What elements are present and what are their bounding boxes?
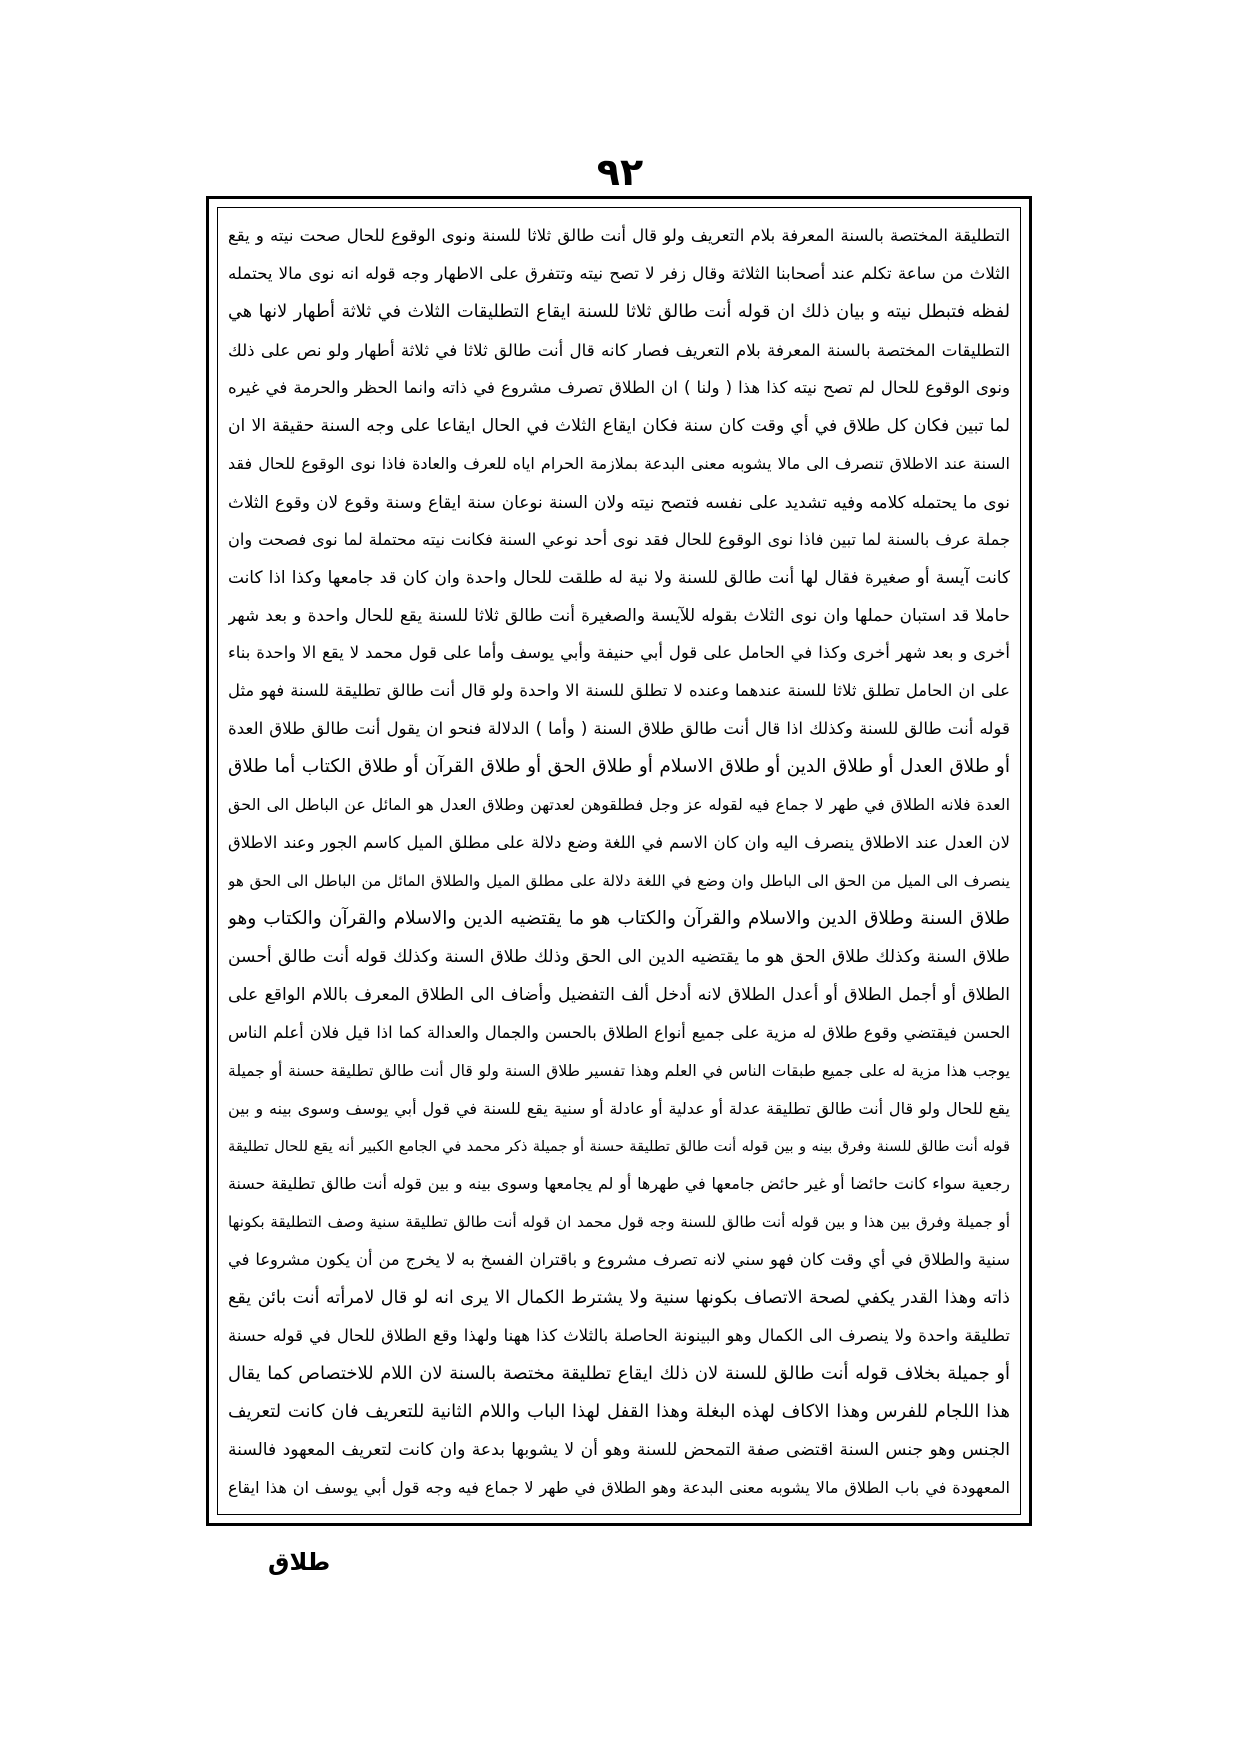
text-line: جملة عرف بالسنة لما تبين فاذا نوى الوقوع للحال فقد نوى أحد نوعي السنة فكانت نيته محتملة لما نوى فصحت وان bbox=[228, 529, 1010, 549]
text-line: أخرى و بعد شهر أخرى وكذا في الحامل على قول أبي حنيفة وأبي يوسف وأما على قول محمد لا يقع الا واحدة بناء bbox=[228, 643, 1010, 663]
text-line: يوجب هذا مزية له على جميع طبقات الناس في العلم وهذا تفسير طلاق السنة ولو قال أنت طالق تطليقة حسنة أو جميلة bbox=[228, 1061, 1010, 1080]
text-line: سنية والطلاق في أي وقت كان فهو سني لانه تصرف مشروع و باقتران الفسخ به لا يخرج من أن يكون مشروعا في bbox=[228, 1250, 1010, 1270]
text-line: التطليقات المختصة بالسنة المعرفة بلام التعريف فصار كانه قال أنت طالق ثلاثا في ثلاثة أطهار ولو نص على ذلك bbox=[228, 339, 1010, 360]
text-line: ينصرف الى الميل من الحق الى الباطل وان وضع في اللغة دلالة على مطلق الميل والطلاق المائل من الباطل الى الحق هو bbox=[228, 871, 1010, 890]
catchword: طلاق bbox=[268, 1548, 331, 1576]
text-line: الحسن فيقتضي وقوع طلاق له مزية على جميع أنواع الطلاق بالحسن والجمال والعدالة كما اذا قيل فلان أعلم الناس bbox=[228, 1022, 1010, 1042]
text-line: هذا اللجام للفرس وهذا الاكاف لهذه البغلة وهذا القفل لهذا الباب واللام الثانية للتعريف فان كانت لتعريف bbox=[228, 1401, 1010, 1423]
text-line: لان العدل عند الاطلاق ينصرف اليه وان كان الاسم في اللغة وضع دلالة على مطلق الميل كاسم الجور وعند الاطلاق bbox=[228, 833, 1010, 852]
text-line: قوله أنت طالق للسنة وكذلك اذا قال أنت طالق طلاق السنة ( وأما ) الدلالة فنحو ان يقول أنت طالق طلاق العدة bbox=[228, 719, 1010, 739]
text-line: ذاته وهذا القدر يكفي لصحة الاتصاف بكونها سنية ولا يشترط الكمال الا يرى انه لو قال لامرأته أنت بائن يقع bbox=[228, 1288, 1010, 1309]
text-body bbox=[217, 207, 1021, 1515]
text-line: الجنس وهو جنس السنة اقتضى صفة التمحض للسنة وهو أن لا يشوبها بدعة وان كانت لتعريف المعهود فالسنة bbox=[228, 1440, 1010, 1460]
text-line: العدة فلانه الطلاق في طهر لا جماع فيه لقوله عز وجل فطلقوهن لعدتهن وطلاق العدل هو المائل عن الباطل الى الحق bbox=[228, 795, 1010, 815]
text-line: ونوى الوقوع للحال لم تصح نيته كذا هذا ( ولنا ) ان الطلاق تصرف مشروع في ذاته وانما الحظر والحرمة في غيره bbox=[228, 377, 1010, 397]
text-line: تطليقة واحدة ولا ينصرف الى الكمال وهو البينونة الحاصلة بالثلاث كذا ههنا ولهذا وقع الطلاق للحال في قوله حسنة bbox=[228, 1326, 1010, 1346]
text-line: كانت آيسة أو صغيرة فقال لها أنت طالق للسنة ولا نية له طلقت للحال واحدة وان كان قد جامعها وكذا اذا كانت bbox=[228, 567, 1010, 588]
text-line: الطلاق أو أجمل الطلاق أو أعدل الطلاق لانه أدخل ألف التفضيل وأضاف الى الطلاق المعرف باللام الواقع على bbox=[228, 984, 1010, 1005]
text-line: حاملا قد استبان حملها وان نوى الثلاث بقوله للآيسة والصغيرة أنت طالق ثلاثا للسنة يقع للحال واحدة و بعد شهر bbox=[228, 605, 1010, 626]
text-line: التطليقة المختصة بالسنة المعرفة بلام التعريف ولو قال أنت طالق ثلاثا للسنة ونوى الوقوع للحال صحت نيته و يقع bbox=[228, 226, 1010, 245]
text-line: السنة عند الاطلاق تنصرف الى مالا يشوبه معنى البدعة بملازمة الحرام اياه للعرف والعادة فاذا نوى الوقوع للحال فقد bbox=[228, 453, 1010, 473]
text-line: على ان الحامل تطلق ثلاثا للسنة عندهما وعنده لا تطلق للسنة الا واحدة ولو قال أنت طالق تطليقة للسنة فهو مثل bbox=[228, 681, 1010, 701]
text-line: قوله أنت طالق للسنة وفرق بينه و بين قوله أنت طالق تطليقة حسنة أو جميلة ذكر محمد في الجامع الكبير أنه يقع للحال تطليقة bbox=[228, 1137, 1010, 1155]
text-line: أو جميلة بخلاف قوله أنت طالق للسنة لان ذلك ايقاع تطليقة مختصة بالسنة لان اللام للاختصاص كما يقال bbox=[228, 1363, 1010, 1385]
text-line: نوى ما يحتمله كلامه وفيه تشديد على نفسه فتصح نيته ولان السنة نوعان سنة ايقاع وسنة وقوع لان وقوع الثلاث bbox=[228, 491, 1010, 512]
text-frame bbox=[206, 196, 1032, 1526]
text-line: الثلاث من ساعة تكلم عند أصحابنا الثلاثة وقال زفر لا تصح نيته وتتفرق على الاطهار وجه قوله انه نوى مالا يحتمله bbox=[228, 263, 1010, 283]
text-line: طلاق السنة وطلاق الدين والاسلام والقرآن والكتاب هو ما يقتضيه الدين والاسلام والقرآن والكتاب وهو bbox=[228, 907, 1010, 929]
text-line: أو طلاق العدل أو طلاق الدين أو طلاق الاسلام أو طلاق الحق أو طلاق القرآن أو طلاق الكتاب أما طلاق bbox=[228, 756, 1010, 778]
text-line: لفظه فتبطل نيته و بيان ذلك ان قوله أنت طالق ثلاثا للسنة ايقاع التطليقات الثلاث في ثلاثة أطهار لانها هي bbox=[228, 301, 1010, 322]
text-line: رجعية سواء كانت حائضا أو غير حائض جامعها في طهرها أو لم يجامعها وسوى بينه و بين قوله أنت طالق تطليقة حسنة bbox=[228, 1174, 1010, 1194]
text-line: المعهودة في باب الطلاق مالا يشوبه معنى البدعة وهو الطلاق في طهر لا جماع فيه وجه قول أبي يوسف ان هذا ايقاع bbox=[228, 1477, 1010, 1497]
text-line: يقع للحال ولو قال أنت طالق تطليقة عدلة أو عدلية أو عادلة أو سنية يقع للسنة في قول أبي يوسف وسوى بينه و بين bbox=[228, 1098, 1010, 1118]
text-line: أو جميلة وفرق بين هذا و بين قوله أنت طالق للسنة وجه قول محمد ان قوله أنت طالق تطليقة سنية وصف التطليقة بكونها bbox=[228, 1213, 1010, 1232]
text-line: طلاق السنة وكذلك طلاق الحق هو ما يقتضيه الدين الى الحق وذلك طلاق السنة وكذلك قوله أنت طالق أحسن bbox=[228, 946, 1010, 967]
page-number: ٩٢ bbox=[596, 150, 644, 194]
text-line: لما تبين فكان كل طلاق في أي وقت كان سنة فكان ايقاع الثلاث في الحال ايقاعا على وجه السنة حقيقة الا ان bbox=[228, 415, 1010, 436]
